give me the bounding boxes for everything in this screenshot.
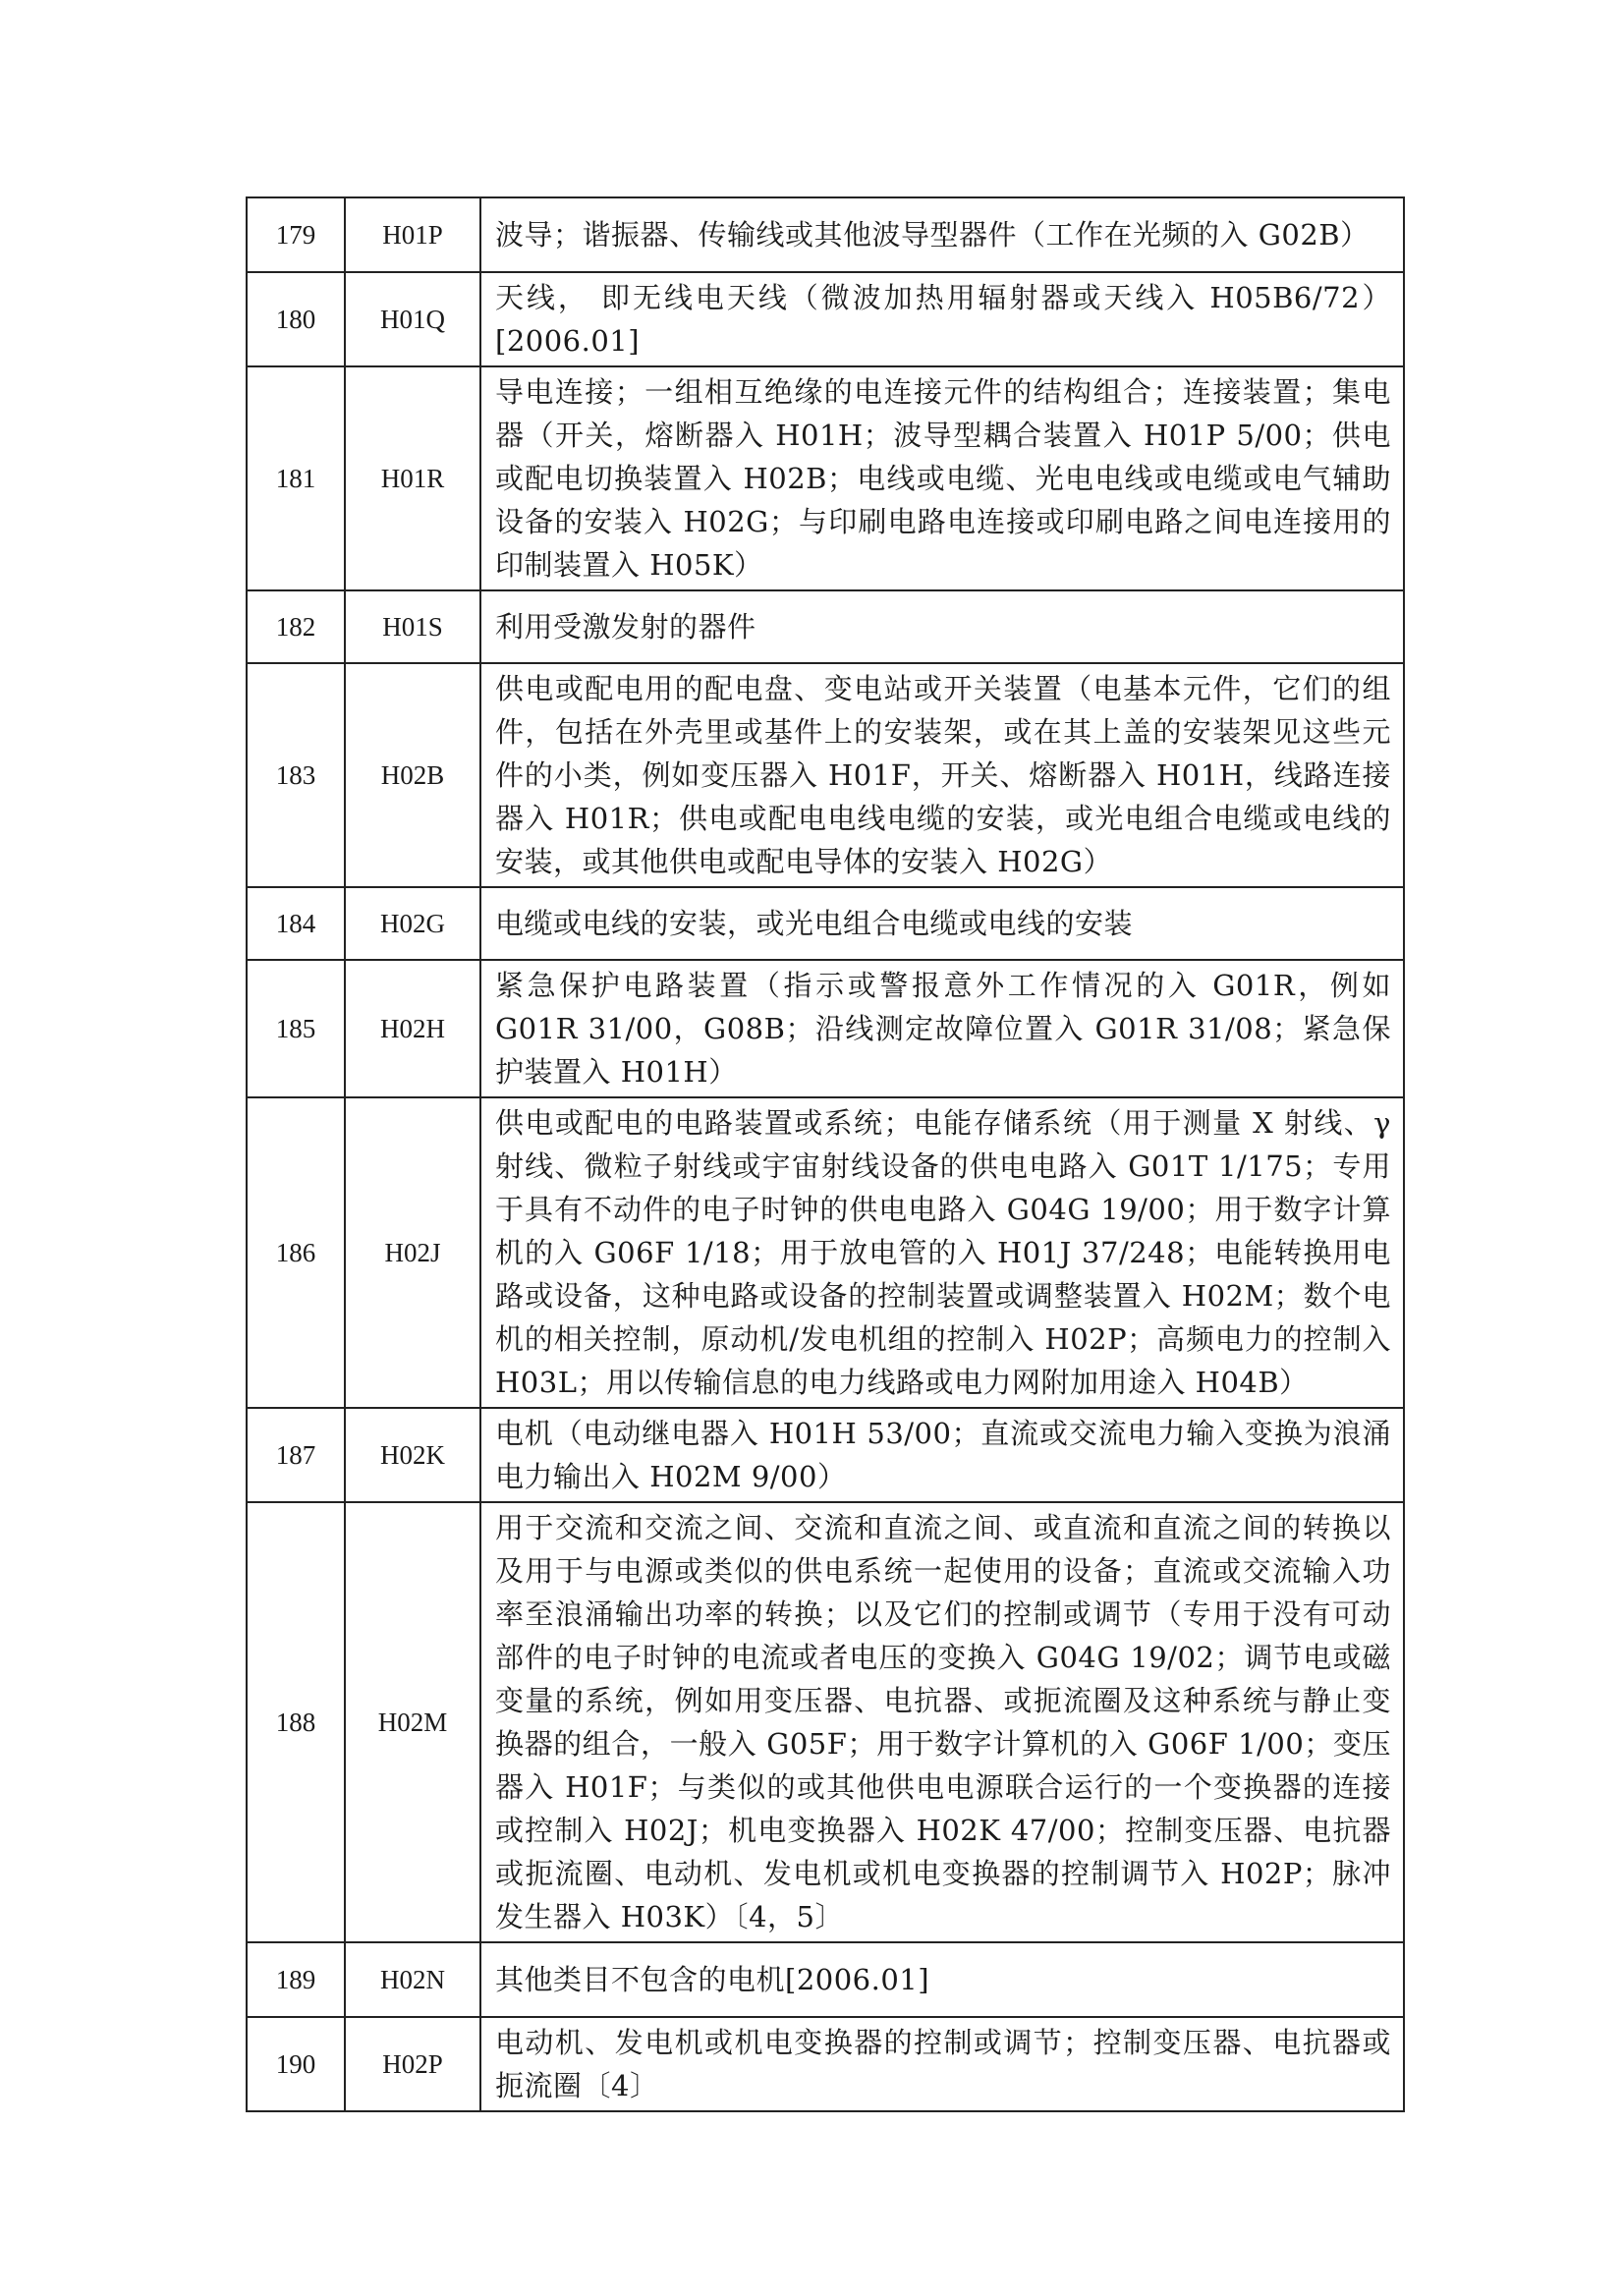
- table-row: [247, 1408, 1404, 1502]
- row-number: 180: [247, 272, 345, 366]
- class-description: 其他类目不包含的电机[2006.01]: [480, 1942, 1404, 2017]
- class-description: 波导；谐振器、传输线或其他波导型器件（工作在光频的入 G02B）: [480, 197, 1404, 272]
- class-code: H01P: [345, 197, 480, 272]
- table-row: [247, 590, 1404, 663]
- row-number: 183: [247, 663, 345, 887]
- table-row: [247, 663, 1404, 887]
- row-number: 189: [247, 1942, 345, 2017]
- class-code: H02H: [345, 960, 480, 1097]
- row-number: 190: [247, 2017, 345, 2111]
- row-number: 184: [247, 887, 345, 960]
- row-number: 179: [247, 197, 345, 272]
- class-code: H02G: [345, 887, 480, 960]
- table-row: [247, 1502, 1404, 1942]
- table-row: [247, 2017, 1404, 2111]
- class-description: 电机（电动继电器入 H01H 53/00；直流或交流电力输入变换为浪涌电力输出入 H02M 9/00）: [480, 1408, 1404, 1502]
- class-description: 供电或配电用的配电盘、变电站或开关装置（电基本元件，它们的组件，包括在外壳里或基件上的安装架，或在其上盖的安装架见这些元件的小类，例如变压器入 H01F，开关、熔断器入 H01H，线路连接器入 H01R；供电或配电电线电缆的安装，或光电组合电缆或电线的安装，或其他供电或配电导体的安装入 H02G）: [480, 663, 1404, 887]
- row-number: 187: [247, 1408, 345, 1502]
- table-row: [247, 366, 1404, 590]
- row-number: 185: [247, 960, 345, 1097]
- class-code: H01S: [345, 590, 480, 663]
- table-row: [247, 1097, 1404, 1408]
- row-number: 188: [247, 1502, 345, 1942]
- row-number: 182: [247, 590, 345, 663]
- class-description: 导电连接；一组相互绝缘的电连接元件的结构组合；连接装置；集电器（开关，熔断器入 H01H；波导型耦合装置入 H01P 5/00；供电或配电切换装置入 H02B；电线或电缆、光电电线或电缆或电气辅助设备的安装入 H02G；与印刷电路电连接或印刷电路之间电连接用的印制装置入 H05K）: [480, 366, 1404, 590]
- class-description: 用于交流和交流之间、交流和直流之间、或直流和直流之间的转换以及用于与电源或类似的供电系统一起使用的设备；直流或交流输入功率至浪涌输出功率的转换；以及它们的控制或调节（专用于没有可动部件的电子时钟的电流或者电压的变换入 G04G 19/02；调节电或磁变量的系统，例如用变压器、电抗器、或扼流圈及这种系统与静止变换器的组合，一般入 G05F；用于数字计算机的入 G06F 1/00；变压器入 H01F；与类似的或其他供电电源联合运行的一个变换器的连接或控制入 H02J；机电变换器入 H02K 47/00；控制变压器、电抗器或扼流圈、电动机、发电机或机电变换器的控制调节入 H02P；脉冲发生器入 H03K）〔4，5〕: [480, 1502, 1404, 1942]
- row-number: 181: [247, 366, 345, 590]
- class-code: H02B: [345, 663, 480, 887]
- class-description: 紧急保护电路装置（指示或警报意外工作情况的入 G01R，例如 G01R 31/00，G08B；沿线测定故障位置入 G01R 31/08；紧急保护装置入 H01H）: [480, 960, 1404, 1097]
- class-description: 供电或配电的电路装置或系统；电能存储系统（用于测量 X 射线、γ射线、微粒子射线或宇宙射线设备的供电电路入 G01T 1/175；专用于具有不动件的电子时钟的供电电路入 G04G 19/00；用于数字计算机的入 G06F 1/18；用于放电管的入 H01J 37/248；电能转换用电路或设备，这种电路或设备的控制装置或调整装置入 H02M；数个电机的相关控制，原动机/发电机组的控制入 H02P；高频电力的控制入 H03L；用以传输信息的电力线路或电力网附加用途入 H04B）: [480, 1097, 1404, 1408]
- class-code: H02M: [345, 1502, 480, 1942]
- classification-table: [246, 196, 1405, 2112]
- class-code: H02J: [345, 1097, 480, 1408]
- table-row: [247, 960, 1404, 1097]
- class-code: H02K: [345, 1408, 480, 1502]
- table-row: [247, 272, 1404, 366]
- class-code: H02N: [345, 1942, 480, 2017]
- class-description: 天线， 即无线电天线（微波加热用辐射器或天线入 H05B6/72）[2006.01]: [480, 272, 1404, 366]
- class-description: 电缆或电线的安装，或光电组合电缆或电线的安装: [480, 887, 1404, 960]
- table-row: [247, 1942, 1404, 2017]
- table-row: [247, 887, 1404, 960]
- row-number: 186: [247, 1097, 345, 1408]
- class-code: H01Q: [345, 272, 480, 366]
- class-code: H02P: [345, 2017, 480, 2111]
- class-description: 电动机、发电机或机电变换器的控制或调节；控制变压器、电抗器或扼流圈〔4〕: [480, 2017, 1404, 2111]
- table-row: [247, 197, 1404, 272]
- class-description: 利用受激发射的器件: [480, 590, 1404, 663]
- class-code: H01R: [345, 366, 480, 590]
